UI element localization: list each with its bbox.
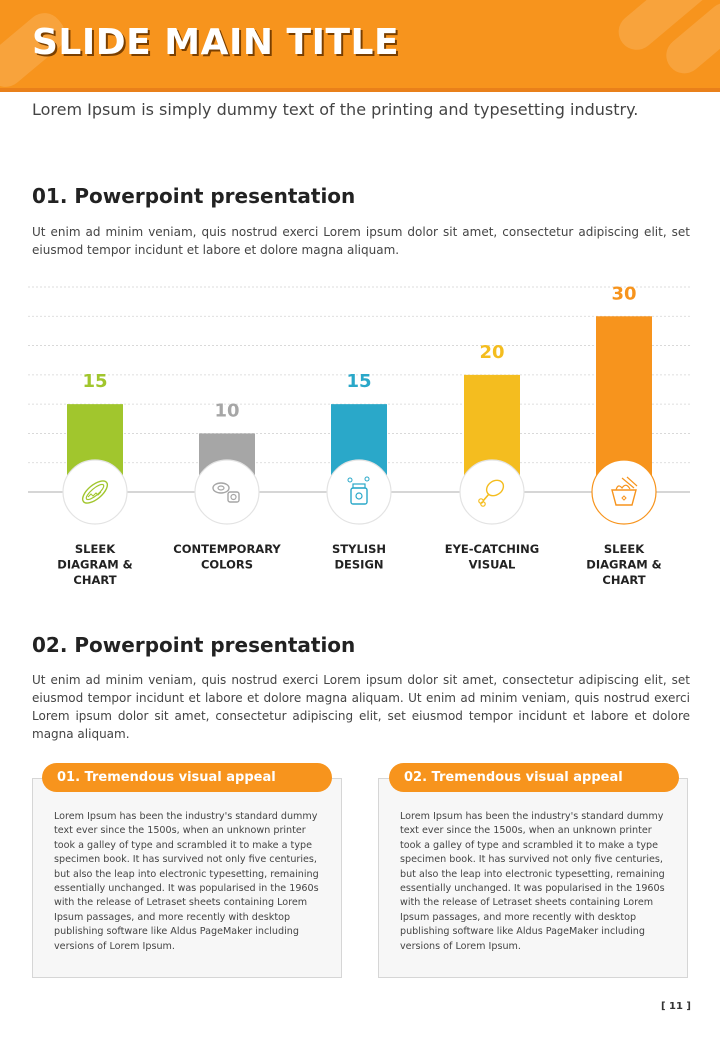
bar-chart: [28, 280, 690, 590]
bar-value-label: 15: [82, 371, 108, 393]
section-2-heading: 02. Powerpoint presentation: [32, 633, 356, 657]
noodle-box-icon: [592, 460, 656, 524]
bar-value-label: 15: [346, 371, 372, 393]
hotdog-icon: [63, 460, 127, 524]
feature-card-1-title: 01. Tremendous visual appeal: [42, 763, 332, 792]
feature-card-2-title: 02. Tremendous visual appeal: [389, 763, 679, 792]
category-label: STYLISH DESIGN: [332, 542, 386, 572]
page-number: [ 11 ]: [660, 1001, 691, 1012]
slide-title: SLIDE MAIN TITLE: [32, 22, 400, 63]
bar-value-label: 10: [214, 400, 240, 422]
section-2-text: Ut enim ad minim veniam, quis nostrud exerci Lorem ipsum dolor sit amet, consectetur adipiscing elit, set eiusmod tempor incidunt et labore et dolore magna aliquam. Ut enim ad minim veniam, quis nostrud exerci Lorem ipsum dolor sit amet, consectetur adipiscing elit, set eiusmod tempor incidunt et labore et dolore magna aliquam.: [32, 673, 690, 741]
feature-card-1-text: Lorem Ipsum has been the industry's standard dummy text ever since the 1500s, when an unknown printer took a galley of type and scrambled it to make a type specimen book. It has survived not only five centuries, but also the leap into electronic typesetting, remaining essentially unchanged. It was popularised in the 1960s with the release of Letraset sheets containing Lorem Ipsum passages, and more recently with desktop publishing software like Aldus PageMaker including versions of Lorem Ipsum.: [54, 811, 319, 952]
sushi-icon: [195, 460, 259, 524]
category-label: CONTEMPORARY COLORS: [173, 542, 281, 572]
chicken-leg-icon: [460, 460, 524, 524]
section-1-text: Ut enim ad minim veniam, quis nostrud exerci Lorem ipsum dolor sit amet, consectetur adipiscing elit, set eiusmod tempor incidunt et labore et dolore magna aliquam.: [32, 225, 690, 257]
header-underline: [0, 88, 720, 92]
category-label: EYE-CATCHING VISUAL: [444, 542, 540, 572]
bar-value-label: 30: [611, 283, 637, 305]
category-label: SLEEK DIAGRAM & CHART: [57, 542, 133, 587]
section-1-heading: 01. Powerpoint presentation: [32, 184, 356, 208]
category-label: SLEEK DIAGRAM & CHART: [586, 542, 662, 587]
bar-value-label: 20: [479, 341, 505, 363]
header-banner: [0, 0, 720, 88]
slide-subtitle: Lorem Ipsum is simply dummy text of the printing and typesetting industry.: [32, 100, 639, 119]
jar-icon: [327, 460, 391, 524]
feature-card-2-text: Lorem Ipsum has been the industry's standard dummy text ever since the 1500s, when an unknown printer took a galley of type and scrambled it to make a type specimen book. It has survived not only five centuries, but also the leap into electronic typesetting, remaining essentially unchanged. It was popularised in the 1960s with the release of Letraset sheets containing Lorem Ipsum passages, and more recently with desktop publishing software like Aldus PageMaker including versions of Lorem Ipsum.: [400, 811, 665, 952]
